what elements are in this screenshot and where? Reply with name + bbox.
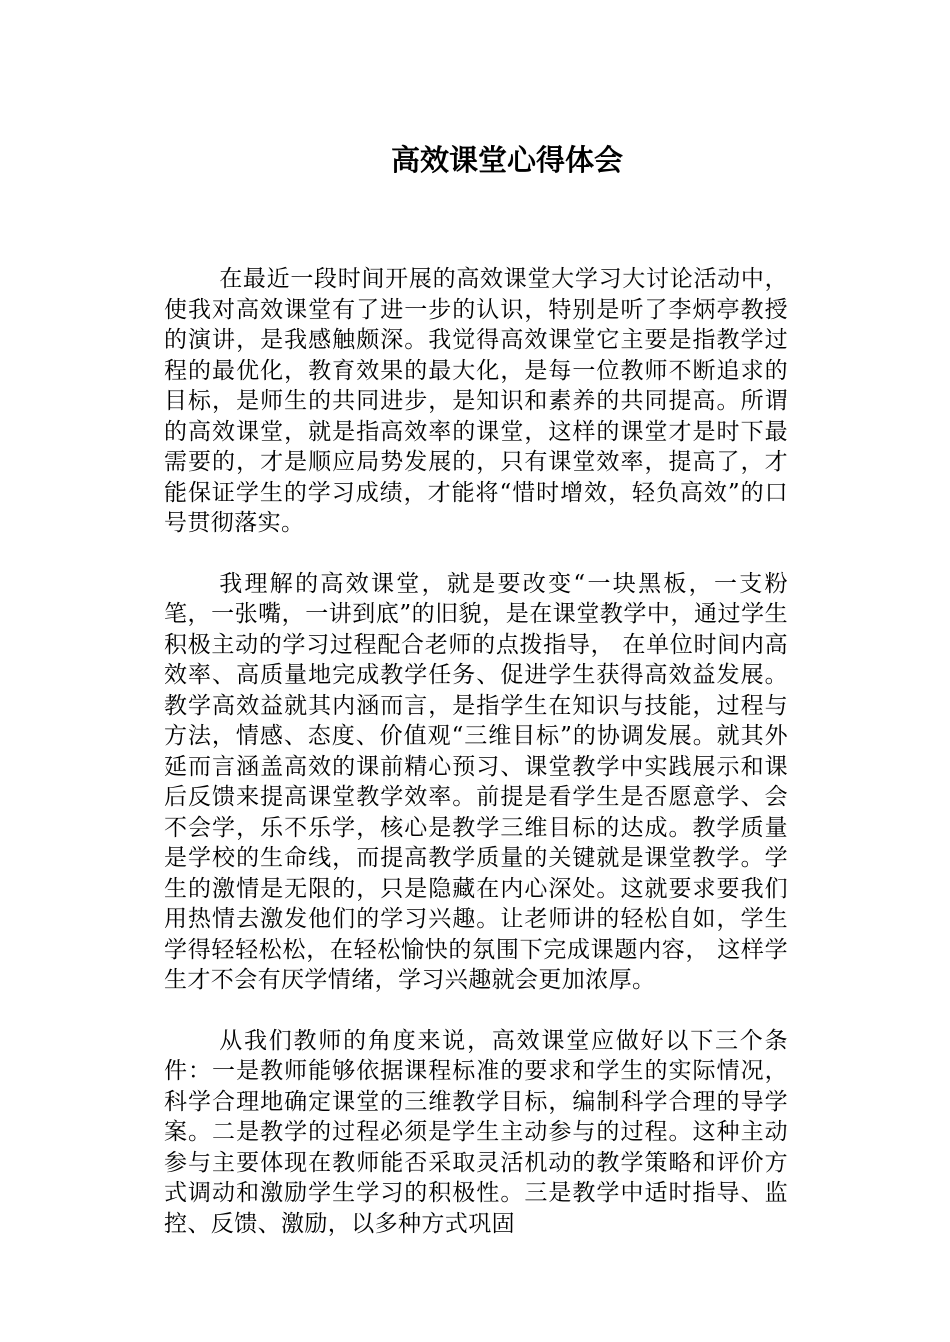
paragraph-3: 从我们教师的角度来说，高效课堂应做好以下三个条件：一是教师能够依据课程标准的要求和学生的实际情况，科学合理地确定课堂的三维教学目标，编制科学合理的导学案。二是教学的过程必须是学生主动参与的过程。这种主动参与主要体现在教师能否采取灵活机动的教学策略和评价方式调动和激励学生学习的积极性。三是教学中适时指导、监控、反馈、激励，以多种方式巩固 [164,1027,788,1237]
document-title: 高效课堂心得体会 [390,143,623,177]
document-body [164,264,788,1239]
paragraph-2: 我理解的高效课堂，就是要改变“一块黑板，一支粉笔，一张嘴，一讲到底”的旧貌，是在课堂教学中，通过学生积极主动的学习过程配合老师的点拨指导， 在单位时间内高效率、高质量地完成教学任务、促进学生获得高效益发展。教学高效益就其内涵而言，是指学生在知识与技能，过程与方法，情感、态度、价值观“三维目标”的协调发展。就其外延而言涵盖高效的课前精心预习、课堂教学中实践展示和课后反馈来提高课堂教学效率。前提是看学生是否愿意学、会不会学，乐不乐学，核心是教学三维目标的达成。教学质量是学校的生命线，而提高教学质量的关键就是课堂教学。学生的激情是无限的，只是隐藏在内心深处。这就要求要我们用热情去激发他们的学习兴趣。让老师讲的轻松自如，学生学得轻轻松松，在轻松愉快的氛围下完成课题内容， 这样学生才不会有厌学情绪，学习兴趣就会更加浓厚。 [164,570,788,993]
paragraph-1: 在最近一段时间开展的高效课堂大学习大讨论活动中，使我对高效课堂有了进一步的认识，特别是听了李炳亭教授的演讲，是我感触颇深。我觉得高效课堂它主要是指教学过程的最优化，教育效果的最大化，是每一位教师不断追求的目标，是师生的共同进步，是知识和素养的共同提高。所谓的高效课堂，就是指高效率的课堂，这样的课堂才是时下最需要的，才是顺应局势发展的，只有课堂效率，提高了，才能保证学生的学习成绩，才能将“惜时增效，轻负高效”的口号贯彻落实。 [164,266,788,536]
